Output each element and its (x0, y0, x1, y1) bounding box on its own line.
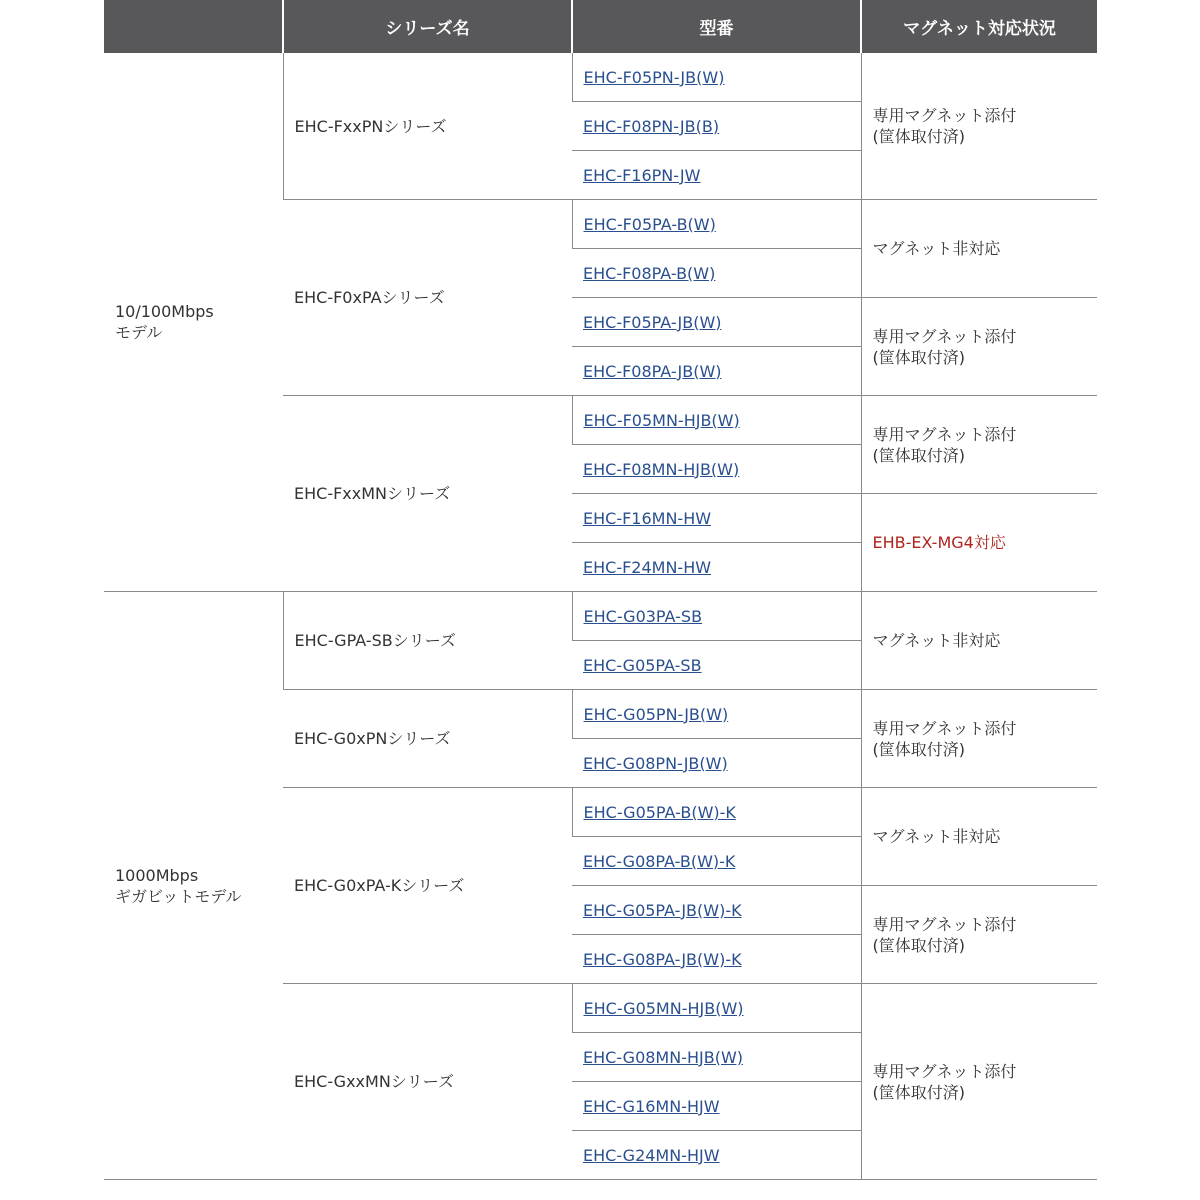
magnet-cell (861, 788, 1097, 886)
model-link[interactable]: EHC-G05PA-SB (583, 655, 702, 675)
model-cell (572, 984, 861, 1033)
model-cell (572, 641, 861, 690)
magnet-cell (861, 592, 1097, 690)
model-link[interactable]: EHC-G03PA-SB (583, 606, 703, 626)
magnet-status: マグネット非対応 (872, 827, 1001, 846)
model-link[interactable]: EHC-F16MN-HW (583, 508, 712, 528)
table-row (104, 592, 1097, 641)
model-link[interactable]: EHC-F24MN-HW (583, 557, 712, 577)
magnet-status: マグネット非対応 (872, 631, 1001, 650)
magnet-status: 専用マグネット添付 (筐体取付済) (872, 914, 1017, 955)
model-cell (572, 837, 861, 886)
model-link[interactable]: EHC-F16PN-JW (583, 165, 701, 185)
model-cell (572, 935, 861, 984)
model-cell (572, 102, 861, 151)
magnet-cell (861, 690, 1097, 788)
model-cell (572, 298, 861, 347)
magnet-cell (861, 298, 1097, 396)
magnet-cell (861, 396, 1097, 494)
magnet-cell (861, 984, 1097, 1180)
magnet-status: EHB-EX-MG4対応 (872, 533, 1006, 552)
category-cell-fast (104, 53, 283, 592)
magnet-status: 専用マグネット添付 (筐体取付済) (872, 718, 1017, 759)
magnet-cell (861, 494, 1097, 592)
model-cell (572, 543, 861, 592)
series-cell: EHC-FxxPNシリーズ (283, 53, 572, 200)
model-link[interactable]: EHC-G05MN-HJB(W) (583, 998, 744, 1018)
header-category (104, 0, 283, 53)
model-cell (572, 886, 861, 935)
model-cell (572, 151, 861, 200)
model-cell (572, 1082, 861, 1131)
model-cell (572, 592, 861, 641)
table-row (104, 53, 1097, 102)
model-cell (572, 445, 861, 494)
model-link[interactable]: EHC-F08PA-B(W) (583, 263, 716, 283)
series-cell: EHC-F0xPAシリーズ (283, 200, 572, 396)
model-cell (572, 200, 861, 249)
category-label: 10/100Mbps モデル (115, 302, 214, 342)
category-label: 1000Mbps ギガビットモデル (115, 865, 242, 906)
model-link[interactable]: EHC-F08PA-JB(W) (583, 361, 722, 381)
model-cell (572, 347, 861, 396)
header-series-name: シリーズ名 (283, 0, 572, 53)
model-link[interactable]: EHC-F05PA-B(W) (583, 214, 716, 234)
series-cell: EHC-GxxMNシリーズ (283, 984, 572, 1180)
model-cell (572, 690, 861, 739)
model-cell (572, 249, 861, 298)
model-cell (572, 739, 861, 788)
model-cell (572, 494, 861, 543)
model-link[interactable]: EHC-G08PN-JB(W) (583, 753, 728, 773)
model-link[interactable]: EHC-F05PN-JB(W) (583, 67, 725, 87)
product-table (104, 0, 1097, 1180)
series-cell: EHC-G0xPA-Kシリーズ (283, 788, 572, 984)
magnet-status: 専用マグネット添付 (筐体取付済) (872, 106, 1017, 146)
table-header-row (104, 0, 1097, 53)
magnet-cell (861, 200, 1097, 298)
magnet-cell (861, 53, 1097, 200)
model-cell (572, 1033, 861, 1082)
model-cell (572, 396, 861, 445)
model-link[interactable]: EHC-G05PA-B(W)-K (583, 802, 736, 822)
product-table-container (104, 0, 1097, 1180)
series-cell: EHC-GPA-SBシリーズ (283, 592, 572, 690)
model-cell (572, 53, 861, 102)
model-link[interactable]: EHC-G16MN-HJW (583, 1096, 720, 1116)
model-link[interactable]: EHC-F05PA-JB(W) (583, 312, 722, 332)
model-cell (572, 1131, 861, 1180)
model-link[interactable]: EHC-F08MN-HJB(W) (583, 459, 740, 479)
series-cell: EHC-G0xPNシリーズ (283, 690, 572, 788)
model-cell (572, 788, 861, 837)
model-link[interactable]: EHC-G24MN-HJW (583, 1145, 720, 1165)
model-link[interactable]: EHC-G05PN-JB(W) (583, 704, 729, 724)
magnet-cell (861, 886, 1097, 984)
series-cell: EHC-FxxMNシリーズ (283, 396, 572, 592)
magnet-status: マグネット非対応 (872, 239, 1001, 258)
header-model-number: 型番 (572, 0, 861, 53)
magnet-status: 専用マグネット添付 (筐体取付済) (872, 326, 1017, 367)
model-link[interactable]: EHC-G08PA-JB(W)-K (583, 949, 742, 969)
magnet-status: 専用マグネット添付 (筐体取付済) (872, 424, 1017, 465)
model-link[interactable]: EHC-G08MN-HJB(W) (583, 1047, 744, 1067)
header-magnet-support: マグネット対応状況 (861, 0, 1097, 53)
model-link[interactable]: EHC-G05PA-JB(W)-K (583, 900, 742, 920)
magnet-status: 専用マグネット添付 (筐体取付済) (872, 1061, 1017, 1102)
model-link[interactable]: EHC-G08PA-B(W)-K (583, 851, 736, 871)
model-link[interactable]: EHC-F08PN-JB(B) (583, 116, 720, 136)
model-link[interactable]: EHC-F05MN-HJB(W) (583, 410, 740, 430)
category-cell-giga (104, 592, 283, 1180)
